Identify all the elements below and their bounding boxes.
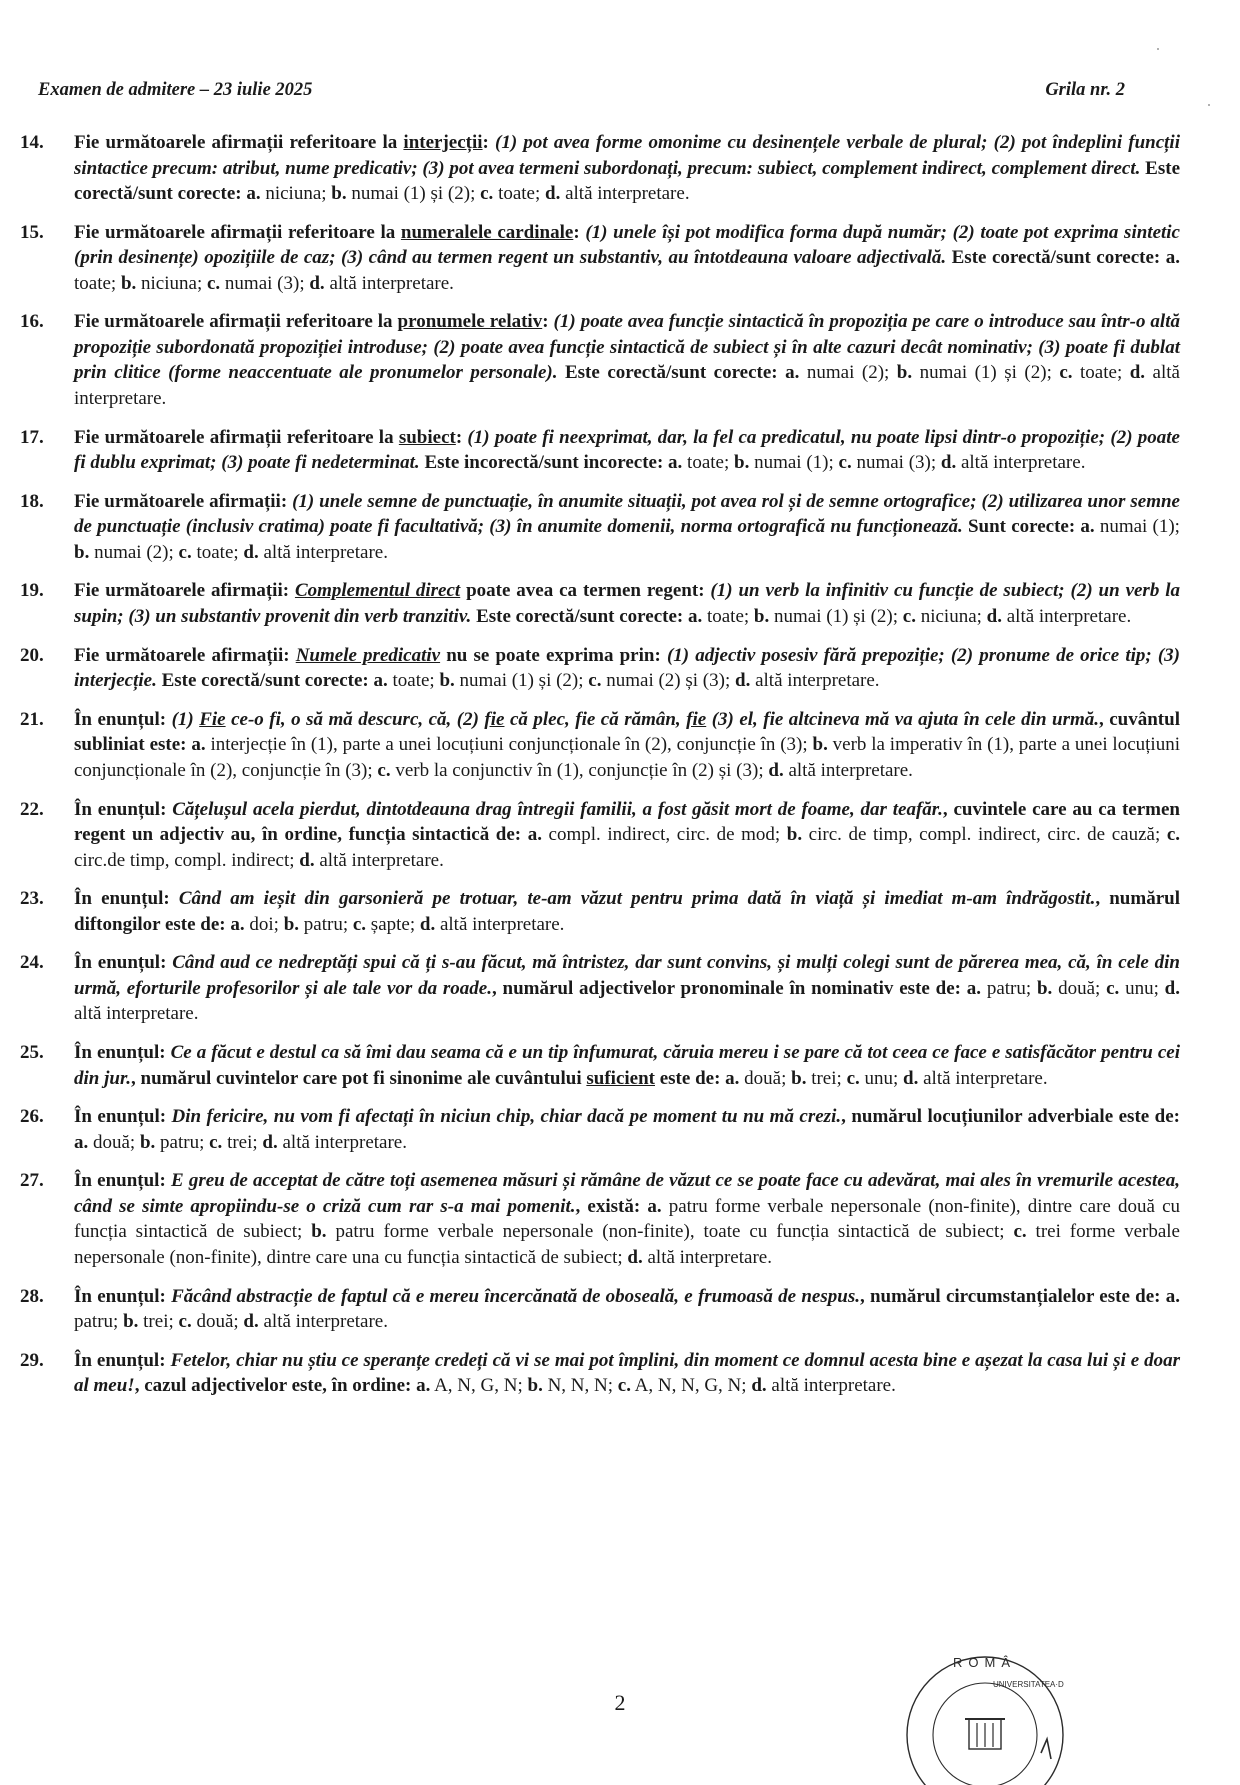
question-number: 17. (20, 426, 44, 448)
question-text: c. (377, 759, 391, 781)
question-number: 14. (20, 132, 44, 153)
question-text: (1) (171, 708, 200, 730)
question-text: d. (627, 1246, 643, 1268)
question-text: numai (1) și (2); (454, 670, 589, 692)
question-text: d. (309, 272, 325, 294)
question-text: , numărul diftongilor este de: a. (74, 888, 1180, 935)
question-text: d. (735, 670, 751, 692)
question-text: numai (1); (749, 452, 839, 474)
question-text: Făcând abstracție de faptul că e mereu încercănată de oboseală, e frumoasă de nespus. (171, 1285, 860, 1307)
question-text: c. (178, 541, 192, 563)
question-text: niciuna; (915, 605, 987, 627)
question-text: numai (2) și (3); (601, 670, 735, 692)
question-text: altă interpretare. (74, 1003, 199, 1025)
question-text: poate avea ca termen regent: (460, 580, 711, 602)
question-text: b. (1036, 977, 1053, 999)
stamp-signature (1041, 1739, 1051, 1759)
question-text: toate; (387, 670, 440, 692)
question-text: toate; (74, 272, 121, 294)
question-text: b. (527, 1375, 543, 1397)
question-text: b. (786, 824, 803, 845)
question-number: 24. (20, 952, 44, 974)
question-text: d. (243, 541, 259, 563)
question-text: toate; (1072, 362, 1130, 384)
question-text: trei forme verbale nepersonale (non-finite), dintre care una cu funcția sintactică de subiect; (74, 1221, 1180, 1268)
question-text: niciuna; (260, 183, 332, 204)
question-text: , numărul circumstanțialelor este de: a. (859, 1285, 1180, 1307)
question-text: (1) un verb la infinitiv cu funcție de subiect; (2) un verb la supin; (3) un substantiv provenit din verb tranzitiv. (74, 580, 1180, 627)
question-text: Fie următoarele afirmații referitoare la (74, 426, 399, 448)
question-text: (3) el, fie altcineva mă va ajuta în cele din urmă. (706, 708, 1099, 730)
question-text: d. (751, 1375, 767, 1397)
question-text: Cățelușul acela pierdut, dintotdeauna drag întregii familii, a fost găsit mort de foame, dar teafăr. (172, 798, 943, 820)
question-text: verb la imperativ în (1), parte a unei locuțiuni conjuncționale în (2), conjuncție în (3); (74, 734, 1180, 781)
question-number: 16. (20, 311, 44, 333)
question-item (20, 886, 1180, 937)
question-number: 20. (20, 644, 44, 666)
question-text: Din fericire, nu vom fi afectați în niciun chip, chiar dacă pe moment tu nu mă crezi. (171, 1106, 842, 1128)
question-text: Fetelor, chiar nu știu ce speranțe credeți că vi se mai pot împlini, din moment ce domnul acesta bine e așezat la casa lui și e doar al meu! (74, 1349, 1180, 1397)
question-text: , numărul cuvintelor care pot fi sinonime ale cuvântului (131, 1067, 587, 1089)
question-text: c. (1059, 362, 1073, 384)
question-text: În enunțul: (74, 952, 173, 974)
question-text: doi; (244, 913, 284, 935)
question-text: altă interpretare. (766, 1375, 896, 1397)
question-text: două; (739, 1067, 792, 1089)
question-text: două; (191, 1311, 244, 1333)
question-text: altă interpretare. (1001, 605, 1132, 627)
question-text: , există: a. (575, 1195, 662, 1217)
question-text: altă interpretare. (258, 541, 388, 563)
question-text: Este incorectă/sunt incorecte: a. (419, 452, 683, 474)
question-text: Complementul direct (294, 580, 461, 602)
question-item (20, 643, 1180, 694)
question-item (20, 220, 1180, 297)
question-text: : (482, 132, 496, 153)
question-text: A, N, G, N; (430, 1375, 528, 1397)
question-text: d. (1164, 977, 1180, 999)
question-text: , numărul adjectivelor pronominale în nominativ este de: a. (491, 977, 982, 999)
question-text: suficient (586, 1067, 655, 1089)
question-number: 26. (20, 1106, 44, 1128)
question-text: unu; (1119, 977, 1165, 999)
question-text: d. (1129, 362, 1146, 384)
question-item (20, 1168, 1180, 1270)
question-text: b. (896, 362, 913, 384)
question-text: patru forme verbale nepersonale (non-finite), toate cu funcția sintactică de subiect; (326, 1221, 1014, 1243)
question-item (20, 425, 1180, 476)
question-text: trei; (138, 1311, 179, 1333)
question-text: c. (617, 1375, 631, 1397)
question-text: altă interpretare. (560, 183, 690, 204)
stamp-arc-text: UNIVERSITATEA·D (993, 1680, 1064, 1689)
question-text: patru; (155, 1131, 210, 1153)
question-text: d. (768, 759, 784, 781)
question-text: fie (484, 708, 505, 730)
question-text: (1) pot avea forme omonime cu desinențele verbale de plural; (2) pot îndeplini funcții sintactice precum: atribut, nume predicativ; (3) pot avea termeni subordonați, precum: subiect, complement indirect, complement direct. (74, 132, 1180, 179)
question-number: 15. (20, 221, 44, 243)
question-text: (1) poate avea funcție sintactică în propoziția pe care o introduce sau într-o altă propoziție subordonată propoziției introduse; (2) poate avea funcție sintactică de subiect și în alte cazuri decât nominativ; (3) poate fi dublat prin clitice (forme neaccentuate ale pronumelor personale). (74, 311, 1180, 384)
question-text: numeralele cardinale (400, 221, 574, 243)
stamp-top-text: ROMÂ (953, 1655, 1016, 1670)
question-text: niciuna; (136, 272, 207, 294)
question-text: Este corectă/sunt corecte: a. (471, 605, 703, 627)
question-text: (1) unele își pot modifica forma după număr; (2) toate pot exprima sintetic (prin desinențe) opozițiile de caz; (3) când au termen regent un substantiv, au întotdeauna valoare adjectivală. (74, 221, 1180, 269)
question-text: numai (1) și (2); (769, 605, 903, 627)
question-number: 27. (20, 1170, 44, 1192)
question-text: este de: a. (654, 1067, 740, 1089)
question-text: (1) poate fi neexprimat, dar, la fel ca predicatul, nu poate lipsi dintr-o propoziție; (2) poate fi dublu exprimat; (3) poate fi nedeterminat. (74, 426, 1180, 474)
question-text: altă interpretare. (277, 1131, 407, 1153)
question-text: d. (299, 849, 315, 871)
question-text: altă interpretare. (258, 1311, 388, 1333)
university-stamp-icon (905, 1625, 1065, 1785)
question-text: d. (903, 1067, 919, 1089)
question-text: c. (1166, 824, 1180, 845)
question-text: interjecție în (1), parte a unei locuțiuni conjuncționale în (2), conjuncție în (3); (205, 734, 813, 756)
question-text: c. (206, 272, 221, 294)
question-text: Fie (199, 708, 226, 730)
question-item (20, 950, 1180, 1027)
question-text: Sunt corecte: a. (962, 516, 1095, 538)
question-text: patru; (74, 1311, 124, 1333)
question-text: altă interpretare. (642, 1246, 772, 1268)
question-text: , numărul locuțiunilor adverbiale este de: a. (74, 1106, 1180, 1153)
question-text: c. (1013, 1221, 1027, 1243)
question-item (20, 489, 1180, 566)
question-text: N, N, N; (542, 1375, 618, 1397)
scan-speck (1208, 104, 1210, 106)
question-text: compl. indirect, circ. de mod; (541, 824, 787, 845)
question-text: c. (846, 1067, 860, 1089)
question-text: În enunțul: (74, 888, 179, 910)
question-text: Fie următoarele afirmații: (74, 644, 296, 666)
question-item (20, 1040, 1180, 1091)
question-text: Este corectă/sunt corecte: a. (156, 670, 388, 692)
question-item (20, 1104, 1180, 1155)
question-item (20, 707, 1180, 784)
question-text: toate; (493, 183, 546, 204)
question-text: Fie următoarele afirmații: (74, 490, 293, 512)
question-text: circ. de timp, compl. indirect, circ. de cauză; (802, 824, 1167, 845)
question-number: 25. (20, 1042, 44, 1064)
question-text: altă interpretare. (956, 452, 1086, 474)
question-text: numai (1); (1094, 516, 1180, 538)
question-text: c. (1106, 977, 1120, 999)
question-text: b. (734, 452, 750, 474)
question-number: 18. (20, 490, 44, 512)
question-item (20, 1348, 1180, 1399)
question-text: patru; (981, 977, 1037, 999)
question-text: În enunțul: (74, 1285, 172, 1307)
question-text: : (542, 311, 554, 333)
question-text: d. (545, 183, 561, 204)
question-text: b. (791, 1067, 807, 1089)
question-text: , cuvântul subliniat este: a. (74, 708, 1180, 756)
question-text: În enunțul: (74, 708, 172, 730)
question-text: b. (331, 183, 347, 204)
question-text: În enunțul: (74, 1170, 171, 1192)
question-text: d. (940, 452, 957, 474)
question-text: Numele predicativ (295, 644, 441, 666)
question-text: : (455, 426, 468, 448)
question-item (20, 797, 1180, 874)
question-text: numai (3); (220, 272, 310, 294)
question-text: În enunțul: (74, 1349, 171, 1371)
question-text: circ.de timp, compl. indirect; (74, 849, 300, 871)
question-text: două; (88, 1131, 140, 1153)
question-text: patru forme verbale nepersonale (non-finite), dintre care două cu funcția sintactică de subiect; (74, 1195, 1181, 1243)
question-text: verb la conjunctiv în (1), conjuncție în (2) și (3); (390, 759, 769, 781)
question-text: trei; (806, 1067, 847, 1089)
question-text: patru; (299, 913, 353, 935)
question-text: că plec, fie că rămân, (504, 708, 687, 730)
question-text: pronumele relativ (397, 311, 543, 333)
question-text: În enunțul: (74, 1042, 171, 1064)
question-text: (1) adjectiv posesiv fără prepoziție; (2) pronume de orice tip; (3) interjecție. (74, 644, 1180, 692)
question-text: c. (480, 183, 494, 204)
question-text: altă interpretare. (314, 849, 444, 871)
question-text: c. (838, 452, 852, 474)
question-text: două; (1052, 977, 1107, 999)
question-text: b. (74, 541, 90, 563)
question-text: b. (139, 1131, 156, 1153)
question-item (20, 130, 1180, 207)
question-number: 23. (20, 888, 44, 910)
question-text: Fie următoarele afirmații referitoare la (74, 132, 404, 153)
question-text: Când am ieșit din garsonieră pe trotuar, te-am văzut pentru prima dată în viață și imediat m-am îndrăgostit. (178, 888, 1096, 910)
question-text: altă interpretare. (324, 272, 454, 294)
question-text: b. (120, 272, 137, 294)
question-number: 29. (20, 1349, 44, 1371)
question-text: c. (209, 1131, 223, 1153)
question-text: b. (123, 1311, 139, 1333)
question-text: Fie următoarele afirmații referitoare la (74, 221, 401, 243)
question-text: numai (1) și (2); (346, 183, 481, 204)
question-text: În enunțul: (74, 1106, 172, 1128)
question-text: altă interpretare. (74, 362, 1180, 409)
question-text: numai (2); (799, 362, 897, 384)
question-text: toate; (191, 541, 244, 563)
grid-number: Grila nr. 2 (1045, 80, 1125, 100)
question-text: b. (753, 605, 770, 627)
question-text: c. (178, 1311, 192, 1333)
question-text: altă interpretare. (750, 670, 880, 692)
question-text: c. (902, 605, 916, 627)
question-text: Când aud ce nedreptăți spui că ți s-au făcut, mă întristez, dar sunt convins, și mulți colegi sunt de părerea mea, că, în cele din urmă, eforturile profesorilor și ale tale vor da roade. (74, 952, 1180, 999)
question-text: toate; (682, 452, 734, 474)
exam-title: Examen de admitere – 23 iulie 2025 (38, 80, 313, 100)
question-list (20, 130, 1180, 1412)
question-text: interjecții (403, 132, 483, 153)
question-text: ce-o fi, o să mă descurc, că, (2) (225, 708, 485, 730)
question-text: numai (2); (89, 541, 179, 563)
question-text: numai (3); (851, 452, 941, 474)
question-number: 28. (20, 1285, 44, 1307)
question-text: b. (812, 734, 828, 756)
question-text: Fie următoarele afirmații: (74, 580, 295, 602)
question-text: b. (311, 1221, 327, 1243)
question-text: nu se poate exprima prin: (440, 644, 667, 666)
question-item (20, 309, 1180, 411)
question-item (20, 578, 1180, 629)
question-text: d. (243, 1311, 259, 1333)
question-text: toate; (702, 605, 754, 627)
question-text: E greu de acceptat de către toți asemenea măsuri și rămâne de văzut ce se poate face cu adevărat, mai ales în vremurile acestea, când se simte apropiindu-se o criză cum rar s-a mai pomenit. (74, 1170, 1180, 1217)
question-text: Fie următoarele afirmații referitoare la (74, 311, 398, 333)
question-text: , cazul adjectivelor este, în ordine: a. (134, 1375, 431, 1397)
question-text: subiect (398, 426, 456, 448)
question-text: trei; (222, 1131, 263, 1153)
question-text: altă interpretare. (783, 759, 913, 781)
question-item (20, 1284, 1180, 1335)
question-text: Ce a făcut e destul ca să îmi dau seama că e un tip înfumurat, căruia mereu i se pare că tot ceea ce face e satisfăcător pentru cei din jur. (74, 1042, 1180, 1089)
question-text: A, N, N, G, N; (630, 1375, 752, 1397)
question-text: d. (986, 605, 1002, 627)
question-number: 19. (20, 580, 44, 602)
question-text: c. (588, 670, 602, 692)
question-text: Este corectă/sunt corecte: a. (946, 247, 1180, 269)
question-text: În enunțul: (74, 798, 173, 820)
question-text: b. (439, 670, 455, 692)
question-text: altă interpretare. (435, 913, 565, 935)
question-text: c. (352, 913, 367, 935)
stamp-outer-ring (907, 1657, 1063, 1785)
question-text: Este corectă/sunt corecte: a. (557, 362, 800, 384)
question-text: d. (419, 913, 436, 935)
question-text: d. (262, 1131, 278, 1153)
question-text: șapte; (366, 913, 420, 935)
question-text: fie (686, 708, 707, 730)
page-number: 2 (614, 1690, 626, 1715)
question-text: b. (283, 913, 300, 935)
question-text: altă interpretare. (918, 1067, 1048, 1089)
question-text: (1) unele semne de punctuație, în anumite situații, pot avea rol și de semne ortografice; (2) utilizarea unor semne de punctuație (inclusiv cratima) poate fi facultativă; (3) în anumite domenii, norma ortografică nu funcționează. (74, 490, 1180, 538)
question-text: Este corectă/sunt corecte: a. (74, 157, 1181, 204)
question-text: numai (1) și (2); (912, 362, 1060, 384)
question-text: unu; (859, 1067, 904, 1089)
scan-speck (1157, 48, 1159, 50)
question-number: 22. (20, 798, 44, 820)
question-text: , cuvintele care au ca termen regent un adjectiv au, în ordine, funcția sintactică de: a. (74, 798, 1180, 845)
question-number: 21. (20, 708, 44, 730)
question-text: : (573, 221, 586, 243)
